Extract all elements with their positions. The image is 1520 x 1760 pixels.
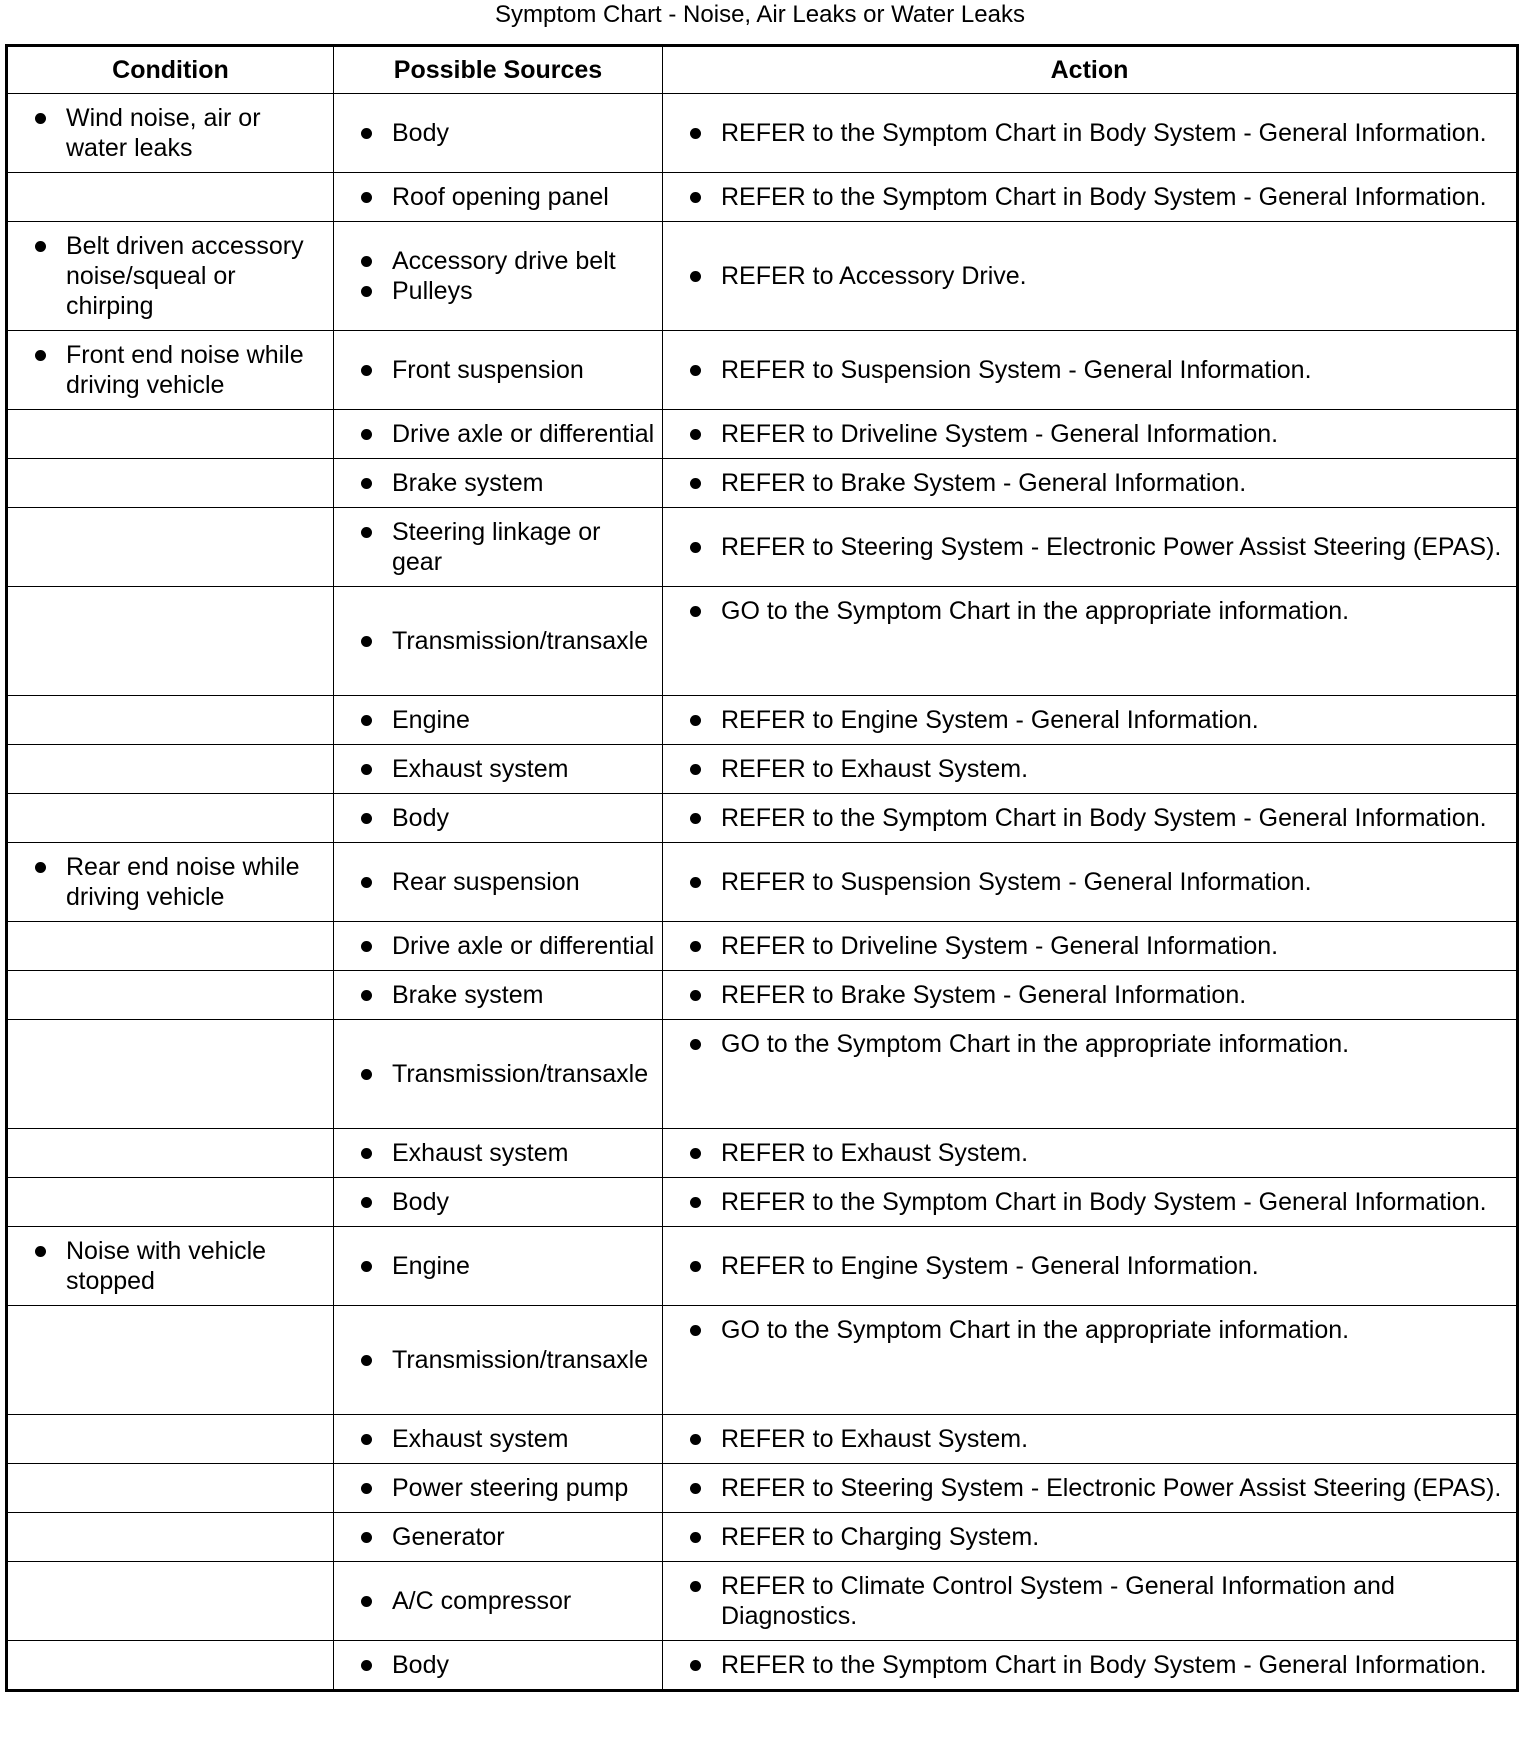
condition-cell (7, 508, 334, 587)
bullet-icon (361, 764, 372, 775)
action-cell (663, 794, 1518, 843)
condition-cell (7, 1020, 334, 1129)
bullet-icon (690, 478, 701, 489)
action (663, 1473, 1516, 1503)
source-text: Roof opening panel (392, 183, 609, 211)
sources-cell (334, 222, 663, 331)
sources-cell (334, 696, 663, 745)
sources-cell (334, 1129, 663, 1178)
action-text: REFER to the Symptom Chart in Body System - General Information. (721, 804, 1487, 832)
source (334, 1138, 662, 1168)
bullet-icon (361, 1483, 372, 1494)
action (663, 355, 1516, 385)
table-row (7, 843, 1518, 922)
action-cell (663, 1129, 1518, 1178)
action (663, 118, 1516, 148)
source (334, 867, 662, 897)
action-text: GO to the Symptom Chart in the appropriate information. (721, 1030, 1350, 1058)
table-row (7, 410, 1518, 459)
action-cell (663, 1513, 1518, 1562)
condition (8, 231, 333, 321)
sources-cell (334, 410, 663, 459)
bullet-icon (690, 764, 701, 775)
action-cell (663, 94, 1518, 173)
action-text: REFER to Exhaust System. (721, 755, 1029, 783)
sources-cell (334, 1464, 663, 1513)
source (334, 1586, 662, 1616)
condition-text: Rear end noise while driving vehicle (66, 853, 300, 911)
table-row (7, 222, 1518, 331)
action-text: REFER to the Symptom Chart in Body System - General Information. (721, 183, 1487, 211)
action-text: REFER to Brake System - General Information. (721, 469, 1247, 497)
source-text: Pulleys (392, 277, 473, 305)
source-text: Rear suspension (392, 868, 580, 896)
condition-cell (7, 1306, 334, 1415)
action-cell (663, 745, 1518, 794)
source (334, 705, 662, 735)
condition-cell (7, 794, 334, 843)
sources-cell (334, 1513, 663, 1562)
action (663, 182, 1516, 212)
source (334, 931, 662, 961)
bullet-icon (35, 113, 46, 124)
sources-cell (334, 1641, 663, 1691)
action-text: REFER to Suspension System - General Information. (721, 868, 1312, 896)
sources-cell (334, 794, 663, 843)
source (334, 517, 662, 577)
source-text: Engine (392, 1252, 470, 1280)
action-text: REFER to Exhaust System. (721, 1425, 1029, 1453)
sources-cell (334, 173, 663, 222)
source-text: Drive axle or differential (392, 932, 655, 960)
table-row (7, 1415, 1518, 1464)
bullet-icon (690, 1660, 701, 1671)
source (334, 118, 662, 148)
action (663, 1029, 1516, 1059)
action (663, 803, 1516, 833)
action (663, 705, 1516, 735)
bullet-icon (690, 1581, 701, 1592)
source (334, 980, 662, 1010)
bullet-icon (35, 1246, 46, 1257)
table-row (7, 331, 1518, 410)
condition-cell (7, 222, 334, 331)
bullet-icon (690, 1261, 701, 1272)
source (334, 1345, 662, 1375)
sources-cell (334, 1178, 663, 1227)
bullet-icon (361, 1355, 372, 1366)
sources-cell (334, 1562, 663, 1641)
bullet-icon (361, 286, 372, 297)
source (334, 803, 662, 833)
table-row (7, 1178, 1518, 1227)
action-text: REFER to Driveline System - General Information. (721, 932, 1279, 960)
condition-cell (7, 1178, 334, 1227)
bullet-icon (690, 1039, 701, 1050)
source-text: Drive axle or differential (392, 420, 655, 448)
condition-cell (7, 843, 334, 922)
action-text: REFER to Driveline System - General Information. (721, 420, 1279, 448)
action-cell (663, 331, 1518, 410)
sources-cell (334, 1415, 663, 1464)
bullet-icon (690, 715, 701, 726)
bullet-icon (361, 715, 372, 726)
bullet-icon (361, 990, 372, 1001)
action-text: REFER to Engine System - General Information. (721, 706, 1259, 734)
action-text: GO to the Symptom Chart in the appropriate information. (721, 1316, 1350, 1344)
sources-cell (334, 508, 663, 587)
action-text: REFER to Charging System. (721, 1523, 1040, 1551)
action-cell (663, 459, 1518, 508)
table-row (7, 1562, 1518, 1641)
action-text: REFER to Steering System - Electronic Power Assist Steering (EPAS). (721, 533, 1502, 561)
bullet-icon (690, 128, 701, 139)
bullet-icon (690, 606, 701, 617)
condition-cell (7, 1129, 334, 1178)
action (663, 754, 1516, 784)
action (663, 867, 1516, 897)
action-cell (663, 1562, 1518, 1641)
condition-text: Belt driven accessory noise/squeal or chirping (66, 232, 304, 320)
source-text: Front suspension (392, 356, 584, 384)
condition-cell (7, 410, 334, 459)
bullet-icon (361, 192, 372, 203)
source (334, 626, 662, 656)
table-row (7, 1641, 1518, 1691)
table-row (7, 1020, 1518, 1129)
action-cell (663, 1641, 1518, 1691)
condition (8, 340, 333, 400)
action-cell (663, 508, 1518, 587)
condition-cell (7, 1227, 334, 1306)
action-cell (663, 173, 1518, 222)
sources-cell (334, 94, 663, 173)
action-cell (663, 696, 1518, 745)
condition-cell (7, 1562, 334, 1641)
bullet-icon (361, 1197, 372, 1208)
table-row (7, 508, 1518, 587)
condition-cell (7, 331, 334, 410)
table-row (7, 173, 1518, 222)
action-text: REFER to Engine System - General Information. (721, 1252, 1259, 1280)
source (334, 1187, 662, 1217)
sources-cell (334, 843, 663, 922)
condition-cell (7, 696, 334, 745)
action-cell (663, 971, 1518, 1020)
action (663, 1650, 1516, 1680)
table-row (7, 922, 1518, 971)
source (334, 355, 662, 385)
bullet-icon (690, 990, 701, 1001)
bullet-icon (361, 128, 372, 139)
source-text: Steering linkage or gear (392, 518, 601, 576)
condition-cell (7, 459, 334, 508)
action-text: REFER to Steering System - Electronic Power Assist Steering (EPAS). (721, 1474, 1502, 1502)
action-cell (663, 587, 1518, 696)
condition-cell (7, 94, 334, 173)
table-row (7, 459, 1518, 508)
action (663, 1424, 1516, 1454)
bullet-icon (690, 429, 701, 440)
sources-cell (334, 1306, 663, 1415)
action-cell (663, 410, 1518, 459)
table-row (7, 1464, 1518, 1513)
sources-cell (334, 459, 663, 508)
action-cell (663, 1020, 1518, 1129)
table-row (7, 1513, 1518, 1562)
action (663, 1187, 1516, 1217)
table-row (7, 794, 1518, 843)
table-row (7, 745, 1518, 794)
bullet-icon (361, 1069, 372, 1080)
condition-cell (7, 1641, 334, 1691)
bullet-icon (690, 1325, 701, 1336)
header-action: Action (663, 46, 1518, 94)
condition-cell (7, 1464, 334, 1513)
bullet-icon (361, 429, 372, 440)
action (663, 1522, 1516, 1552)
sources-cell (334, 331, 663, 410)
source (334, 1473, 662, 1503)
bullet-icon (690, 1148, 701, 1159)
source-text: Accessory drive belt (392, 247, 616, 275)
bullet-icon (361, 1434, 372, 1445)
action-text: REFER to Suspension System - General Information. (721, 356, 1312, 384)
source-text: Body (392, 1651, 449, 1679)
bullet-icon (361, 636, 372, 647)
action-text: REFER to Climate Control System - General Information and Diagnostics. (721, 1572, 1395, 1630)
table-row (7, 971, 1518, 1020)
table-body (7, 94, 1518, 1691)
bullet-icon (690, 1434, 701, 1445)
action (663, 468, 1516, 498)
action (663, 596, 1516, 626)
condition (8, 852, 333, 912)
sources-cell (334, 745, 663, 794)
action-text: REFER to the Symptom Chart in Body System - General Information. (721, 119, 1487, 147)
condition (8, 103, 333, 163)
bullet-icon (361, 1261, 372, 1272)
action-cell (663, 1178, 1518, 1227)
condition-text: Front end noise while driving vehicle (66, 341, 304, 399)
bullet-icon (690, 271, 701, 282)
action-cell (663, 1306, 1518, 1415)
bullet-icon (690, 1483, 701, 1494)
bullet-icon (690, 1197, 701, 1208)
bullet-icon (361, 365, 372, 376)
action (663, 261, 1516, 291)
header-row (7, 46, 1518, 94)
source (334, 1251, 662, 1281)
source-text: Transmission/transaxle (392, 627, 649, 655)
condition (8, 1236, 333, 1296)
action (663, 1251, 1516, 1281)
condition-text: Wind noise, air or water leaks (66, 104, 261, 162)
table-row (7, 94, 1518, 173)
symptom-chart-table (5, 44, 1519, 1692)
bullet-icon (361, 1596, 372, 1607)
action-text: REFER to Exhaust System. (721, 1139, 1029, 1167)
table-row (7, 1129, 1518, 1178)
source-text: Exhaust system (392, 1425, 569, 1453)
bullet-icon (361, 941, 372, 952)
table-row (7, 1227, 1518, 1306)
bullet-icon (361, 1532, 372, 1543)
source (334, 1522, 662, 1552)
source (334, 468, 662, 498)
source-text: Engine (392, 706, 470, 734)
action-cell (663, 1227, 1518, 1306)
bullet-icon (690, 1532, 701, 1543)
header-condition: Condition (7, 46, 334, 94)
bullet-icon (690, 813, 701, 824)
condition-cell (7, 971, 334, 1020)
action-text: REFER to Brake System - General Information. (721, 981, 1247, 1009)
condition-cell (7, 1513, 334, 1562)
sources-cell (334, 1227, 663, 1306)
source (334, 182, 662, 212)
table-row (7, 696, 1518, 745)
source (334, 1650, 662, 1680)
source-text: Exhaust system (392, 755, 569, 783)
action-cell (663, 922, 1518, 971)
action-cell (663, 222, 1518, 331)
action (663, 419, 1516, 449)
header-possible-sources: Possible Sources (334, 46, 663, 94)
bullet-icon (35, 862, 46, 873)
action (663, 931, 1516, 961)
bullet-icon (35, 241, 46, 252)
condition-cell (7, 173, 334, 222)
action-text: GO to the Symptom Chart in the appropriate information. (721, 597, 1350, 625)
source-text: Power steering pump (392, 1474, 629, 1502)
condition-cell (7, 745, 334, 794)
bullet-icon (690, 877, 701, 888)
source-text: Exhaust system (392, 1139, 569, 1167)
sources-cell (334, 971, 663, 1020)
bullet-icon (361, 478, 372, 489)
bullet-icon (361, 1660, 372, 1671)
condition-cell (7, 1415, 334, 1464)
source-text: Brake system (392, 469, 544, 497)
table-row (7, 1306, 1518, 1415)
source (334, 754, 662, 784)
source (334, 1424, 662, 1454)
source-text: Brake system (392, 981, 544, 1009)
action-cell (663, 843, 1518, 922)
bullet-icon (690, 192, 701, 203)
condition-cell (7, 922, 334, 971)
document-title: Symptom Chart - Noise, Air Leaks or Water Leaks (495, 1, 1025, 28)
action (663, 1315, 1516, 1345)
action-cell (663, 1415, 1518, 1464)
source-text: A/C compressor (392, 1587, 572, 1615)
condition-cell (7, 587, 334, 696)
source-text: Body (392, 804, 449, 832)
bullet-icon (361, 1148, 372, 1159)
action (663, 1571, 1516, 1631)
action (663, 532, 1516, 562)
action (663, 980, 1516, 1010)
bullet-icon (361, 527, 372, 538)
sources-cell (334, 587, 663, 696)
bullet-icon (690, 542, 701, 553)
bullet-icon (361, 256, 372, 267)
bullet-icon (361, 813, 372, 824)
table-row (7, 587, 1518, 696)
action-cell (663, 1464, 1518, 1513)
sources-cell (334, 1020, 663, 1129)
action-text: REFER to the Symptom Chart in Body System - General Information. (721, 1651, 1487, 1679)
source (334, 419, 662, 449)
action-text: REFER to Accessory Drive. (721, 262, 1027, 290)
source-text: Generator (392, 1523, 505, 1551)
source (334, 1059, 662, 1089)
sources-cell (334, 922, 663, 971)
bullet-icon (690, 941, 701, 952)
source (334, 246, 662, 276)
bullet-icon (35, 350, 46, 361)
source-text: Body (392, 119, 449, 147)
source-text: Transmission/transaxle (392, 1346, 649, 1374)
bullet-icon (361, 877, 372, 888)
action (663, 1138, 1516, 1168)
source-text: Transmission/transaxle (392, 1060, 649, 1088)
action-text: REFER to the Symptom Chart in Body System - General Information. (721, 1188, 1487, 1216)
source (334, 276, 662, 306)
bullet-icon (690, 365, 701, 376)
source-text: Body (392, 1188, 449, 1216)
condition-text: Noise with vehicle stopped (66, 1237, 267, 1295)
